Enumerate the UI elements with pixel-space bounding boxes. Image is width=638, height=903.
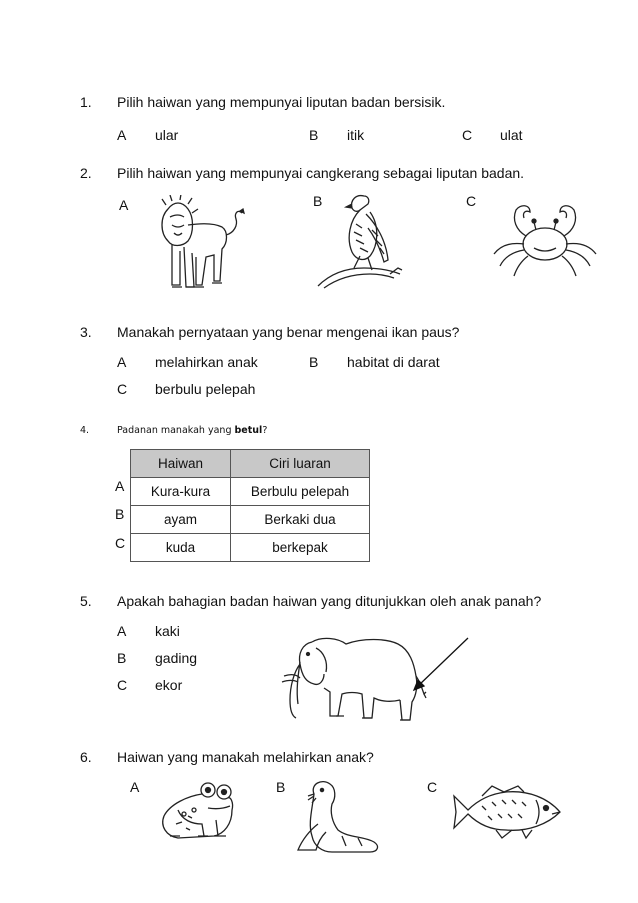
- q5-option-a-text: kaki: [155, 623, 180, 639]
- q2-option-a-letter: A: [119, 197, 129, 213]
- q4-row-a-letter: A: [115, 478, 125, 494]
- q1-option-b-text: itik: [347, 127, 365, 143]
- q1-option-a-letter: A: [117, 127, 127, 143]
- crab-drawing: [490, 200, 600, 280]
- fish-drawing: [452, 782, 564, 842]
- table-header-cell: Ciri luaran: [231, 450, 370, 478]
- q6-number: 6.: [80, 749, 92, 765]
- q3-option-c-letter: C: [117, 381, 128, 397]
- q4-number: 4.: [80, 425, 90, 436]
- lion-drawing: [150, 195, 245, 293]
- table-header-row: [131, 450, 370, 478]
- table-row: [131, 478, 370, 506]
- q5-option-c-letter: C: [117, 677, 128, 693]
- q1-option-c-text: ulat: [500, 127, 523, 143]
- q3-number: 3.: [80, 324, 92, 340]
- table-row: [131, 506, 370, 534]
- q5-text: Apakah bahagian badan haiwan yang ditunjukkan oleh anak panah?: [117, 593, 542, 609]
- q1-option-a-text: ular: [155, 127, 179, 143]
- q1-option-b-letter: B: [309, 127, 319, 143]
- q2-text: Pilih haiwan yang mempunyai cangkerang sebagai liputan badan.: [117, 165, 525, 181]
- q3-option-a-text: melahirkan anak: [155, 354, 258, 370]
- q1-number: 1.: [80, 94, 92, 110]
- q4-bold-word: betul: [234, 425, 263, 436]
- q1-text: Pilih haiwan yang mempunyai liputan badan bersisik.: [117, 94, 446, 110]
- q4-table: [130, 449, 370, 562]
- q3-option-c-text: berbulu pelepah: [155, 381, 256, 397]
- table-cell: Berkaki dua: [231, 506, 370, 534]
- table-row: [131, 534, 370, 562]
- q6-option-b-letter: B: [276, 779, 286, 795]
- q5-option-b-letter: B: [117, 650, 127, 666]
- q3-option-a-letter: A: [117, 354, 127, 370]
- frog-drawing: [158, 780, 240, 842]
- q1-option-c-letter: C: [462, 127, 473, 143]
- table-cell: kuda: [131, 534, 231, 562]
- q4-text: Padanan manakah yang betul?: [117, 425, 268, 436]
- q2-option-c-letter: C: [466, 193, 477, 209]
- q5-option-b-text: gading: [155, 650, 198, 666]
- table-cell: ayam: [131, 506, 231, 534]
- q4-row-b-letter: B: [115, 506, 125, 522]
- eagle-drawing: [314, 190, 409, 290]
- q5-option-c-text: ekor: [155, 677, 183, 693]
- q5-number: 5.: [80, 593, 92, 609]
- table-cell: Berbulu pelepah: [231, 478, 370, 506]
- arrow-pointer: [412, 636, 472, 692]
- q3-text: Manakah pernyataan yang benar mengenai ikan paus?: [117, 324, 460, 340]
- q2-number: 2.: [80, 165, 92, 181]
- table-cell: berkepak: [231, 534, 370, 562]
- q4-row-c-letter: C: [115, 535, 126, 551]
- q2-option-b-letter: B: [313, 193, 323, 209]
- q6-text: Haiwan yang manakah melahirkan anak?: [117, 749, 374, 765]
- q3-option-b-letter: B: [309, 354, 319, 370]
- q5-option-a-letter: A: [117, 623, 127, 639]
- seal-drawing: [292, 780, 384, 854]
- q3-option-b-text: habitat di darat: [347, 354, 440, 370]
- q6-option-c-letter: C: [427, 779, 438, 795]
- table-cell: Kura-kura: [131, 478, 231, 506]
- table-header-cell: Haiwan: [131, 450, 231, 478]
- q6-option-a-letter: A: [130, 779, 140, 795]
